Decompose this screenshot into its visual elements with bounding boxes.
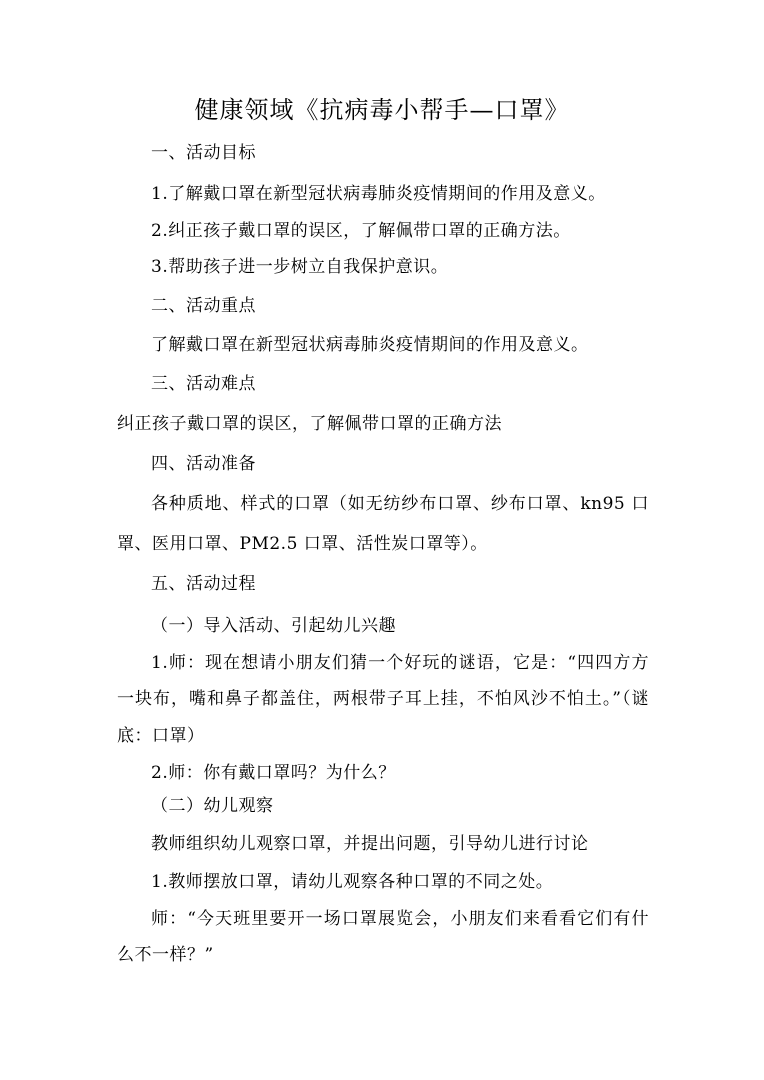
paragraph-line: 一块布，嘴和鼻子都盖住，两根带子耳上挂，不怕风沙不怕土。”（谜 <box>117 689 649 709</box>
paragraph-line: 底：口罩） <box>117 726 205 746</box>
paragraph-line: 各种质地、样式的口罩（如无纺纱布口罩、纱布口罩、kn95 口 <box>151 494 649 514</box>
paragraph-line: 3.帮助孩子进一步树立自我保护意识。 <box>151 257 449 277</box>
section-heading-process: 五、活动过程 <box>151 574 256 594</box>
paragraph-line: 1.师：现在想请小朋友们猜一个好玩的谜语，它是：“四四方方 <box>151 653 649 673</box>
paragraph-line: 1.教师摆放口罩，请幼儿观察各种口罩的不同之处。 <box>151 872 554 892</box>
paragraph-line: 教师组织幼儿观察口罩，并提出问题，引导幼儿进行讨论 <box>151 834 589 854</box>
paragraph-line: 纠正孩子戴口罩的误区，了解佩带口罩的正确方法 <box>117 414 502 434</box>
paragraph-line: 罩、医用口罩、PM2.5 口罩、活性炭口罩等）。 <box>117 534 488 554</box>
subsection-heading: （一）导入活动、引起幼儿兴趣 <box>151 616 396 636</box>
paragraph-line: 1.了解戴口罩在新型冠状病毒肺炎疫情期间的作用及意义。 <box>151 184 606 204</box>
paragraph-line: 师：“今天班里要开一场口罩展览会，小朋友们来看看它们有什 <box>151 909 649 929</box>
paragraph-line: 2.纠正孩子戴口罩的误区，了解佩带口罩的正确方法。 <box>151 221 571 241</box>
page-title: 健康领域《抗病毒小帮手—口罩》 <box>194 96 570 124</box>
paragraph-line: 了解戴口罩在新型冠状病毒肺炎疫情期间的作用及意义。 <box>151 335 589 355</box>
paragraph-line: 么不一样？” <box>117 945 214 965</box>
section-heading-preparation: 四、活动准备 <box>151 454 256 474</box>
subsection-heading: （二）幼儿观察 <box>151 796 274 816</box>
section-heading-focus: 二、活动重点 <box>151 296 256 316</box>
section-heading-difficulty: 三、活动难点 <box>151 374 256 394</box>
paragraph-line: 2.师：你有戴口罩吗？为什么？ <box>151 763 396 783</box>
section-heading-goals: 一、活动目标 <box>151 143 256 163</box>
